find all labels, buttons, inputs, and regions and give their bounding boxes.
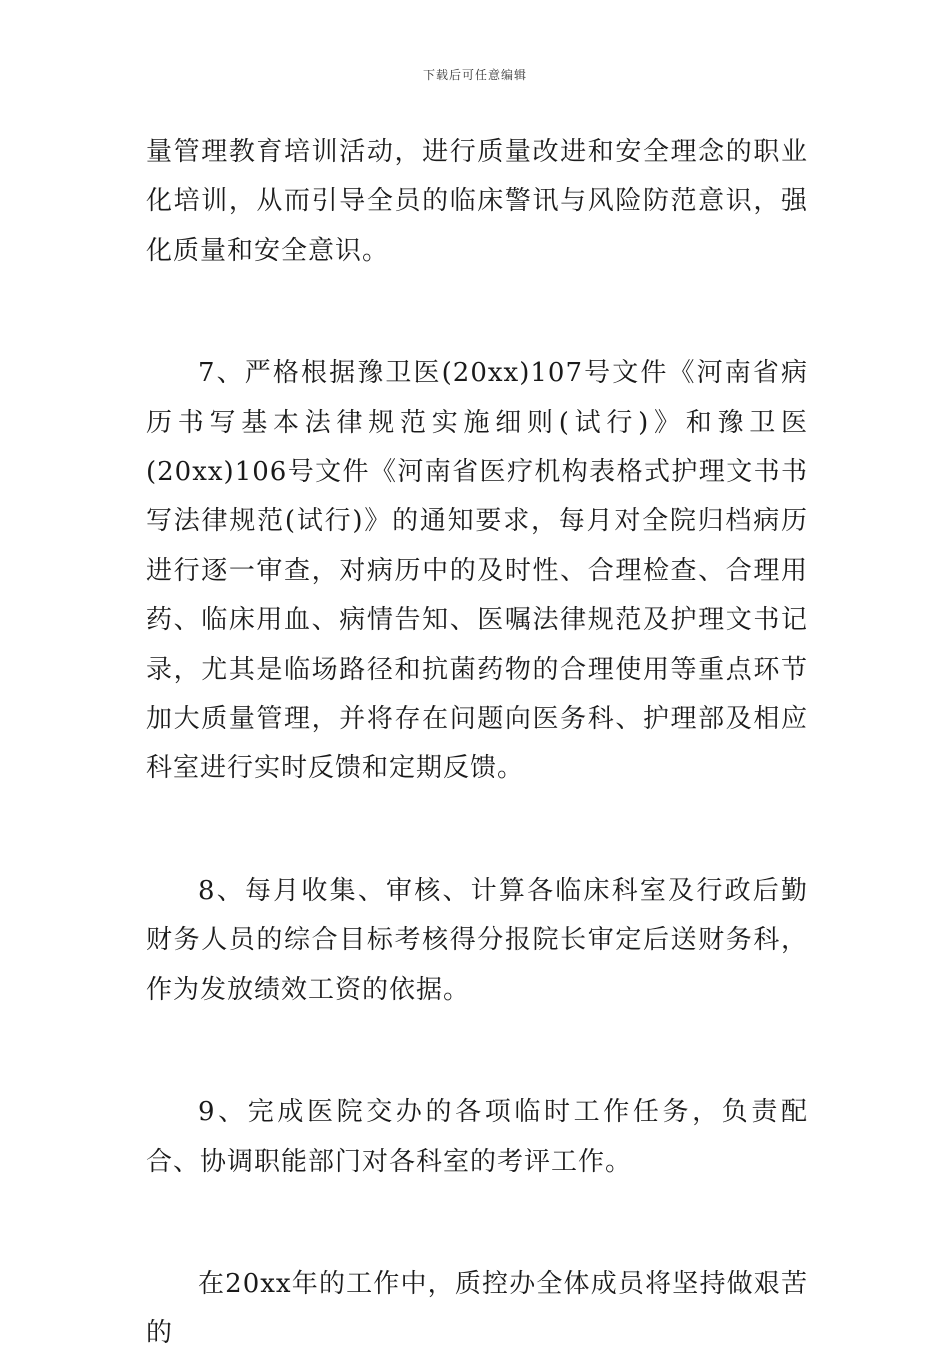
header-note: 下载后可任意编辑 bbox=[422, 68, 527, 82]
paragraph-item-7: 7、严格根据豫卫医(20xx)107号文件《河南省病历书写基本法律规范实施细则(试行)》和豫卫医(20xx)106号文件《河南省医疗机构表格式护理文书书写法律规范(试行)》的通知要求，每月对全院归档病历进行逐一审查，对病历中的及时性、合理检查、合理用药、临床用血、病情告知、医嘱法律规范及护理文书记录，尤其是临场路径和抗菌药物的合理使用等重点环节加大质量管理，并将存在问题向医务科、护理部及相应科室进行实时反馈和定期反馈。 bbox=[146, 358, 808, 784]
paragraph-continuation: 量管理教育培训活动，进行质量改进和安全理念的职业化培训，从而引导全员的临床警讯与风险防范意识，强化质量和安全意识。 bbox=[146, 137, 808, 266]
document-body bbox=[146, 128, 808, 1359]
paragraph-item-8: 8、每月收集、审核、计算各临床科室及行政后勤财务人员的综合目标考核得分报院长审定后送财务科，作为发放绩效工资的依据。 bbox=[146, 875, 808, 1005]
paragraph-item-9: 9、完成医院交办的各项临时工作任务，负责配合、协调职能部门对各科室的考评工作。 bbox=[146, 1097, 808, 1177]
paragraph-closing: 在20xx年的工作中，质控办全体成员将坚持做艰苦的 bbox=[146, 1268, 808, 1349]
